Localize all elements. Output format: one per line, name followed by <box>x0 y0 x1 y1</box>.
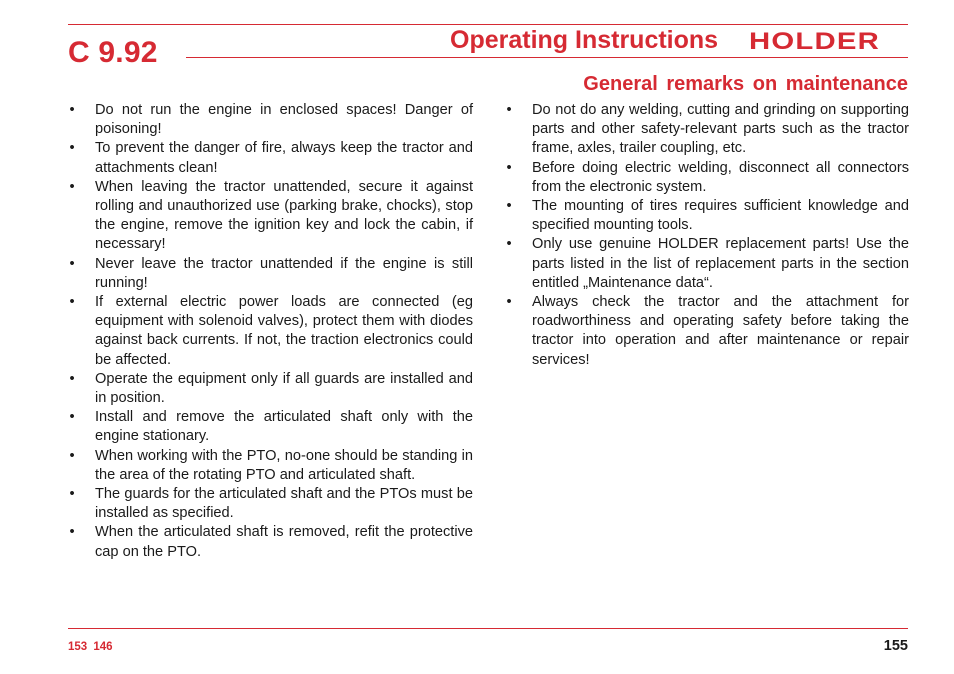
page-number: 155 <box>883 638 908 654</box>
list-item-text: When the articulated shaft is removed, refit the protective cap on the PTO. <box>95 524 473 560</box>
list-item-text: The guards for the articulated shaft and the PTOs must be installed as specified. <box>95 486 473 522</box>
bullet-icon: • <box>69 102 75 118</box>
list-item <box>67 139 473 177</box>
list-item <box>67 178 473 255</box>
section-title: General remarks on maintenance <box>583 73 908 95</box>
list-item <box>504 159 909 197</box>
list-item <box>67 523 473 561</box>
bullet-icon: • <box>506 198 512 215</box>
bullet-icon: • <box>69 486 75 503</box>
bullet-icon: • <box>69 294 75 311</box>
list-item-text: When leaving the tractor unattended, secure it against rolling and unauthorized use (parking brake, chocks), stop the engine, remove the ignition key and lock the cabin, if necessary! <box>95 178 473 253</box>
list-item-text: Install and remove the articulated shaft only with the engine stationary. <box>95 409 473 445</box>
list-item <box>504 293 909 370</box>
title-rule <box>186 57 908 58</box>
list-item-text: Do not do any welding, cutting and grinding on supporting parts and other safety-relevant parts such as the tractor frame, axles, trailer coupling, etc. <box>532 102 909 157</box>
list-item <box>504 101 909 159</box>
list-item-text: If external electric power loads are connected (eg equipment with solenoid valves), protect them with diodes against back currents. If not, the traction electronics could be affected. <box>95 294 473 368</box>
list-item <box>67 447 473 485</box>
list-item <box>67 485 473 523</box>
list-item <box>504 197 909 235</box>
list-item-text: Do not run the engine in enclosed spaces! Danger of poisoning! <box>95 102 473 138</box>
list-item-text: Never leave the tractor unattended if the engine is still running! <box>95 255 473 291</box>
list-item-text: Always check the tractor and the attachment for roadworthiness and operating safety before taking the tractor into operation and after maintenance or repair services! <box>532 294 909 368</box>
bullet-icon: • <box>69 140 75 157</box>
bullet-icon: • <box>69 370 75 387</box>
list-item-text: Only use genuine HOLDER replacement parts! Use the parts listed in the list of replacement parts in the section entitled „Maintenance data“. <box>532 236 909 291</box>
right-bullet-list <box>504 101 909 370</box>
list-item <box>67 370 473 408</box>
holder-logo: HOLDER <box>749 28 880 55</box>
top-rule <box>68 24 908 25</box>
list-item <box>67 408 473 446</box>
document-number: 153 146 <box>68 641 113 653</box>
bullet-icon: • <box>506 159 512 176</box>
bullet-icon: • <box>506 294 512 311</box>
bullet-icon: • <box>69 409 75 426</box>
list-item-text: The mounting of tires requires sufficient knowledge and specified mounting tools. <box>532 198 909 234</box>
bullet-icon: • <box>69 447 75 464</box>
list-item <box>504 235 909 293</box>
bullet-icon: • <box>69 524 75 541</box>
list-item-text: To prevent the danger of fire, always keep the tractor and attachments clean! <box>95 140 473 176</box>
list-item-text: When working with the PTO, no-one should be standing in the area of the rotating PTO and articulated shaft. <box>95 447 473 483</box>
bullet-icon: • <box>506 236 512 253</box>
bullet-icon: • <box>69 255 75 272</box>
bottom-rule <box>68 628 908 629</box>
list-item <box>67 255 473 293</box>
bullet-icon: • <box>69 178 75 195</box>
model-label: C 9.92 <box>68 36 158 69</box>
document-title: Operating Instructions <box>450 26 719 54</box>
list-item-text: Before doing electric welding, disconnect all connectors from the electronic system. <box>532 159 909 195</box>
list-item <box>67 101 473 139</box>
list-item-text: Operate the equipment only if all guards are installed and in position. <box>95 370 473 407</box>
bullet-icon: • <box>506 102 512 118</box>
left-bullet-list <box>67 101 473 562</box>
list-item <box>67 293 473 370</box>
